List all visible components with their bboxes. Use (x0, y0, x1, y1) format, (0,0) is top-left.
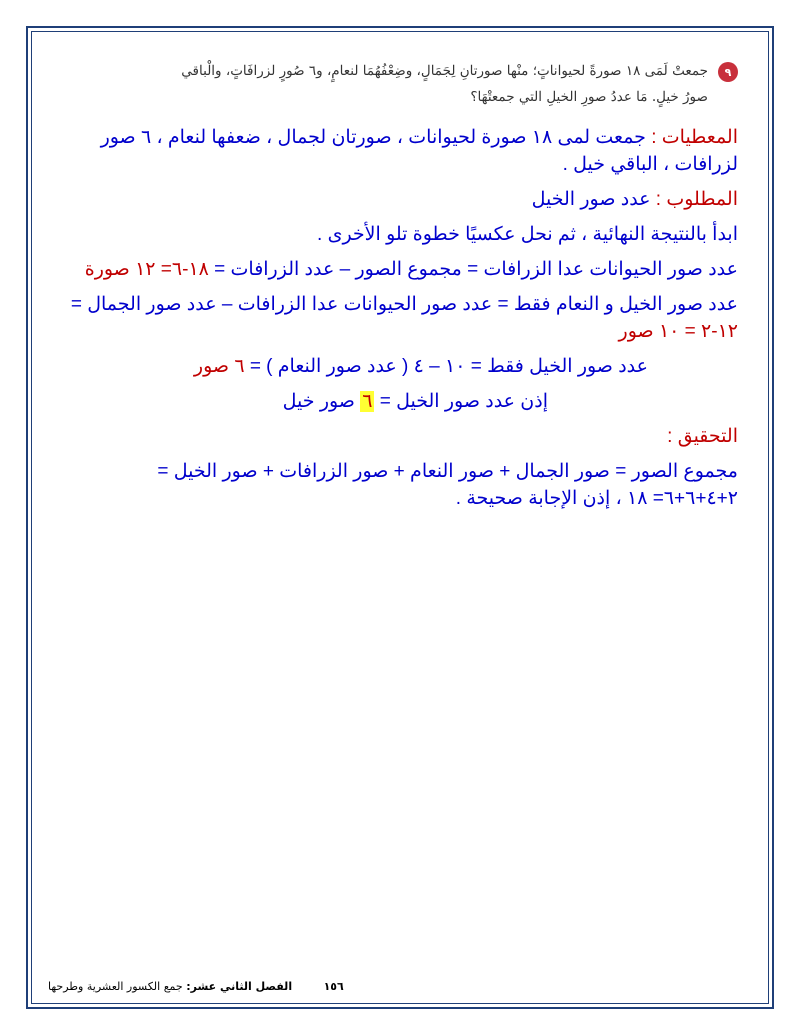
check-result: ٢+٤+٦+٦= ١٨ ، إذن الإجابة صحيحة . (455, 488, 738, 509)
step-1-result: ١٨-٦= ١٢ صورة (84, 259, 209, 280)
step-3 (70, 353, 738, 380)
page-content (70, 58, 738, 520)
page-number: ١٥٦ (323, 980, 344, 993)
step-3-result: ٦ صور (193, 356, 245, 377)
answer-unit: صور خيل (282, 391, 355, 412)
check (70, 423, 738, 450)
givens-label: المعطيات : (651, 127, 738, 148)
problem-block (70, 58, 738, 110)
answer-value-highlight: ٦ (362, 391, 373, 412)
required-text: عدد صور الخيل (531, 189, 651, 210)
chapter-title: الفصل الثاني عشر: (186, 980, 293, 993)
answer-text: إذن عدد صور الخيل = (379, 391, 548, 412)
solution (70, 124, 738, 512)
answer (70, 388, 738, 415)
check-equation (70, 458, 738, 512)
check-label: التحقيق : (667, 426, 738, 447)
problem-statement (108, 58, 708, 110)
givens (70, 124, 738, 178)
step-3-text: عدد صور الخيل فقط = ١٠ – ٤ ( عدد صور النعام ) = (249, 356, 648, 377)
step-2-text: عدد صور الخيل و النعام فقط = عدد صور الحيوانات عدا الزرافات – عدد صور الجمال = (70, 294, 738, 315)
page-footer (48, 980, 408, 993)
check-text: مجموع الصور = صور الجمال + صور النعام + صور الزرافات + صور الخيل = (157, 461, 738, 482)
givens-text: جمعت لمى ١٨ صورة لحيوانات ، صورتان لجمال ، ضعفها لنعام ، ٦ صور لزرافات ، الباقي خيل . (100, 127, 738, 175)
required-label: المطلوب : (655, 189, 738, 210)
chapter-topic: جمع الكسور العشرية وطرحها (48, 980, 183, 993)
problem-line-1: جمعتْ لَمَى ١٨ صورةً لحيواناتٍ؛ منْها صورتانِ لِجَمَالٍ، وضِعْفُهُمَا لنعامٍ، و٦ صُورٍ لزرافَاتٍ، والْباقي (181, 63, 708, 79)
required (70, 186, 738, 213)
problem-number-badge: ٩ (718, 62, 738, 82)
step-1 (70, 256, 738, 283)
step-1-text: عدد صور الحيوانات عدا الزرافات = مجموع الصور – عدد الزرافات = (214, 259, 738, 280)
step-2-result: ١٢-٢ = ١٠ صور (618, 321, 738, 342)
step-2 (70, 291, 738, 345)
strategy: ابدأ بالنتيجة النهائية ، ثم نحل عكسيًا خطوة تلو الأخرى . (317, 224, 738, 245)
problem-line-2: صورُ خيلٍ. مَا عددُ صورِ الخيلِ التي جمعتْهَا؟ (470, 89, 708, 105)
